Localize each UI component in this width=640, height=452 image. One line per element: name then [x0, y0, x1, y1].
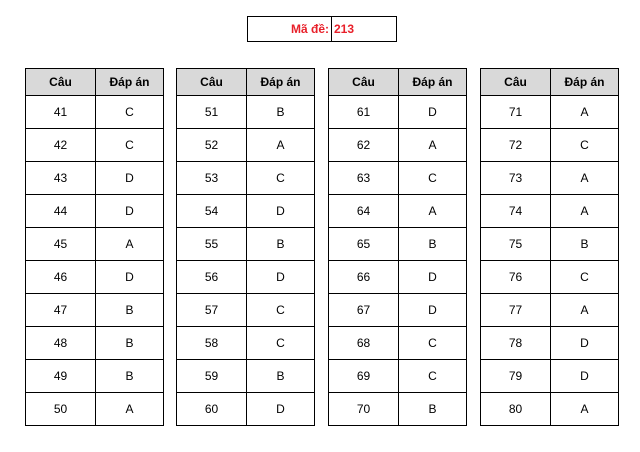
- answer-letter: D: [399, 294, 467, 327]
- answer-letter: C: [399, 360, 467, 393]
- answer-letter: C: [551, 261, 619, 294]
- answer-letter: C: [551, 129, 619, 162]
- question-number: 66: [329, 261, 399, 294]
- question-number: 74: [481, 195, 551, 228]
- table-row: [329, 261, 467, 294]
- answer-letter: D: [247, 393, 315, 426]
- question-number: 44: [26, 195, 96, 228]
- question-number: 60: [177, 393, 247, 426]
- answer-letter: B: [96, 327, 164, 360]
- question-number: 78: [481, 327, 551, 360]
- header-row: [481, 69, 619, 96]
- question-number: 70: [329, 393, 399, 426]
- question-number: 73: [481, 162, 551, 195]
- answer-letter: C: [247, 327, 315, 360]
- question-number: 62: [329, 129, 399, 162]
- answer-letter: A: [551, 195, 619, 228]
- answer-header: Đáp án: [399, 69, 467, 96]
- table-row: [177, 129, 315, 162]
- table-row: [26, 162, 164, 195]
- table-row: [481, 393, 619, 426]
- answer-letter: D: [96, 195, 164, 228]
- table-row: [481, 261, 619, 294]
- answer-letter: B: [399, 228, 467, 261]
- table-row: [329, 393, 467, 426]
- answer-letter: D: [96, 261, 164, 294]
- answer-letter: B: [247, 360, 315, 393]
- table-row: [481, 195, 619, 228]
- answer-header: Đáp án: [247, 69, 315, 96]
- question-number: 76: [481, 261, 551, 294]
- answer-letter: C: [247, 162, 315, 195]
- answer-letter: D: [399, 261, 467, 294]
- question-header: Câu: [329, 69, 399, 96]
- answer-letter: A: [551, 294, 619, 327]
- answer-letter: A: [399, 129, 467, 162]
- answer-letter: D: [247, 261, 315, 294]
- question-number: 71: [481, 96, 551, 129]
- question-number: 80: [481, 393, 551, 426]
- answer-letter: B: [247, 96, 315, 129]
- question-number: 42: [26, 129, 96, 162]
- question-number: 61: [329, 96, 399, 129]
- question-number: 64: [329, 195, 399, 228]
- question-number: 72: [481, 129, 551, 162]
- table-row: [329, 195, 467, 228]
- question-number: 65: [329, 228, 399, 261]
- question-header: Câu: [177, 69, 247, 96]
- answer-letter: B: [96, 360, 164, 393]
- answer-header: Đáp án: [551, 69, 619, 96]
- answer-letter: D: [551, 327, 619, 360]
- question-number: 63: [329, 162, 399, 195]
- answer-letter: D: [247, 195, 315, 228]
- table-row: [329, 228, 467, 261]
- answer-letter: B: [551, 228, 619, 261]
- table-row: [177, 327, 315, 360]
- answer-letter: C: [247, 294, 315, 327]
- question-number: 69: [329, 360, 399, 393]
- question-number: 43: [26, 162, 96, 195]
- answer-letter: D: [399, 96, 467, 129]
- answer-table-1: [25, 68, 164, 426]
- question-number: 59: [177, 360, 247, 393]
- question-number: 45: [26, 228, 96, 261]
- table-row: [26, 393, 164, 426]
- exam-code-label: Mã đề:: [248, 17, 332, 41]
- answer-letter: A: [551, 96, 619, 129]
- answer-letter: A: [551, 162, 619, 195]
- answer-letter: C: [399, 327, 467, 360]
- table-row: [177, 228, 315, 261]
- question-number: 48: [26, 327, 96, 360]
- answer-letter: C: [96, 96, 164, 129]
- question-header: Câu: [26, 69, 96, 96]
- question-number: 53: [177, 162, 247, 195]
- answer-table-3: [328, 68, 467, 426]
- answer-letter: A: [247, 129, 315, 162]
- question-number: 67: [329, 294, 399, 327]
- table-row: [329, 162, 467, 195]
- question-number: 75: [481, 228, 551, 261]
- table-row: [177, 294, 315, 327]
- question-number: 52: [177, 129, 247, 162]
- question-number: 51: [177, 96, 247, 129]
- answer-letter: B: [96, 294, 164, 327]
- table-row: [481, 162, 619, 195]
- answer-letter: C: [96, 129, 164, 162]
- answer-letter: A: [551, 393, 619, 426]
- table-row: [329, 96, 467, 129]
- table-row: [177, 162, 315, 195]
- table-row: [329, 129, 467, 162]
- answer-letter: A: [96, 393, 164, 426]
- question-number: 49: [26, 360, 96, 393]
- header-row: [177, 69, 315, 96]
- table-row: [26, 294, 164, 327]
- answer-letter: C: [399, 162, 467, 195]
- question-number: 57: [177, 294, 247, 327]
- answer-header: Đáp án: [96, 69, 164, 96]
- exam-code-box: [247, 16, 397, 42]
- header-row: [329, 69, 467, 96]
- answer-letter: D: [551, 360, 619, 393]
- table-row: [177, 360, 315, 393]
- table-row: [481, 294, 619, 327]
- table-row: [481, 228, 619, 261]
- table-row: [481, 327, 619, 360]
- question-number: 41: [26, 96, 96, 129]
- question-number: 46: [26, 261, 96, 294]
- answer-letter: B: [399, 393, 467, 426]
- answer-letter: A: [96, 228, 164, 261]
- exam-code-value: 213: [334, 22, 355, 36]
- table-row: [481, 360, 619, 393]
- table-row: [329, 360, 467, 393]
- table-row: [329, 327, 467, 360]
- question-number: 58: [177, 327, 247, 360]
- table-row: [177, 195, 315, 228]
- question-number: 47: [26, 294, 96, 327]
- question-number: 68: [329, 327, 399, 360]
- answer-letter: D: [96, 162, 164, 195]
- header-row: [26, 69, 164, 96]
- question-number: 54: [177, 195, 247, 228]
- table-row: [177, 96, 315, 129]
- table-row: [26, 195, 164, 228]
- table-row: [26, 261, 164, 294]
- question-number: 79: [481, 360, 551, 393]
- table-row: [329, 294, 467, 327]
- question-header: Câu: [481, 69, 551, 96]
- question-number: 50: [26, 393, 96, 426]
- table-row: [481, 96, 619, 129]
- table-row: [177, 261, 315, 294]
- table-row: [481, 129, 619, 162]
- answer-letter: B: [247, 228, 315, 261]
- question-number: 77: [481, 294, 551, 327]
- question-number: 56: [177, 261, 247, 294]
- table-row: [26, 360, 164, 393]
- table-row: [177, 393, 315, 426]
- answer-letter: A: [399, 195, 467, 228]
- table-row: [26, 327, 164, 360]
- answer-table-2: [176, 68, 315, 426]
- table-row: [26, 228, 164, 261]
- table-row: [26, 96, 164, 129]
- question-number: 55: [177, 228, 247, 261]
- table-row: [26, 129, 164, 162]
- answer-table-4: [480, 68, 619, 426]
